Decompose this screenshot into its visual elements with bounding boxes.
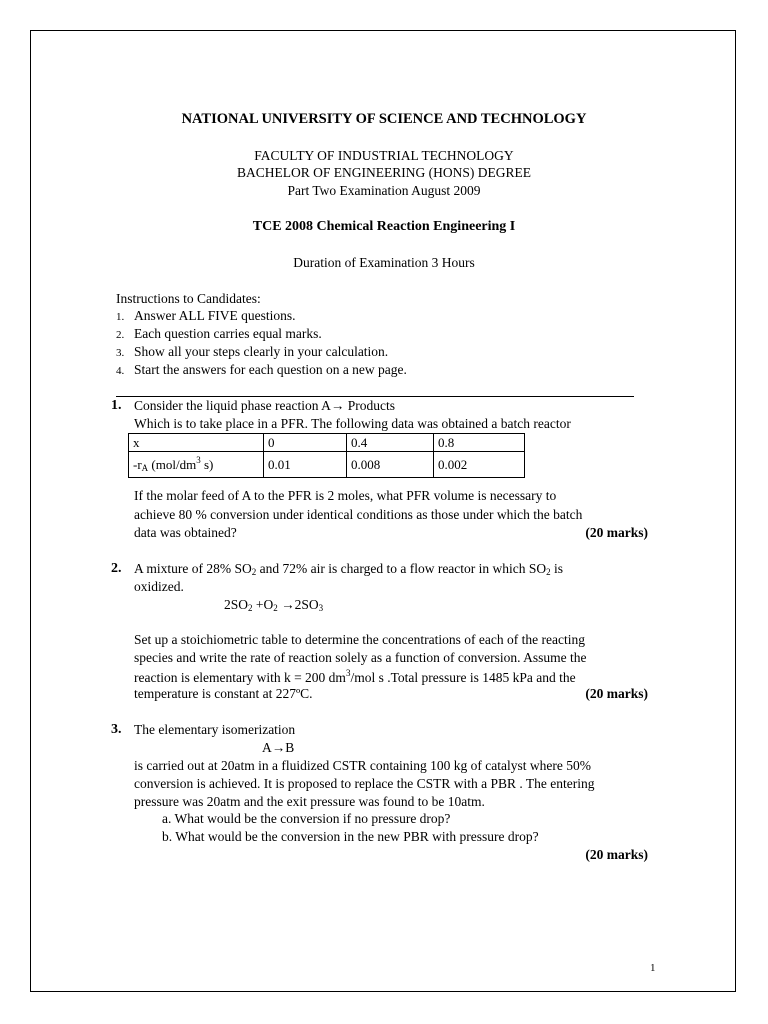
question-2-para-line: temperature is constant at 227ºC. (134, 686, 313, 701)
instruction-item (116, 326, 322, 342)
instructions-title: Instructions to Candidates: (116, 291, 261, 306)
instruction-text: Answer ALL FIVE questions. (134, 308, 296, 323)
university-title: NATIONAL UNIVERSITY OF SCIENCE AND TECHNOLOGY (181, 111, 587, 127)
table-row (129, 452, 525, 478)
table-cell: 0.8 (434, 434, 525, 452)
page-number: 1 (650, 962, 656, 974)
table-row (129, 434, 525, 452)
question-3-part-b: b. What would be the conversion in the new PBR with pressure drop? (162, 829, 539, 844)
isomerization-equation: A→B (262, 740, 295, 755)
question-2-para-line: Set up a stoichiometric table to determine the concentrations of each of the reacting (134, 632, 585, 647)
instruction-text: Start the answers for each question on a new page. (134, 362, 407, 377)
table-cell: 0.4 (347, 434, 434, 452)
question-2-number: 2. (111, 561, 122, 576)
table-cell: 0.002 (434, 452, 525, 478)
degree-line: BACHELOR OF ENGINEERING (HONS) DEGREE (237, 165, 531, 180)
faculty-line: FACULTY OF INDUSTRIAL TECHNOLOGY (254, 148, 514, 163)
table-cell: 0 (264, 434, 347, 452)
instruction-item (116, 344, 388, 360)
instruction-text: Each question carries equal marks. (134, 326, 322, 341)
exam-line: Part Two Examination August 2009 (287, 183, 481, 198)
reaction-equation: $2SO_2 +O_2 \to 2SO_3$ (224, 597, 324, 613)
question-1-para-line: If the molar feed of A to the PFR is 2 moles, what PFR volume is necessary to (134, 488, 557, 503)
instruction-number: 4. (116, 365, 125, 377)
question-1-line-1: Consider the liquid phase reaction A→ Products (134, 398, 395, 413)
question-1-para-line: data was obtained? (134, 525, 237, 540)
instruction-item (116, 308, 296, 324)
table-cell: 0.008 (347, 452, 434, 478)
question-2-line-1: A mixture of 28% $SO_2$ and 72% air is charged to a flow reactor in which $SO_2$ is (134, 561, 564, 577)
instruction-number: 1. (116, 311, 125, 323)
question-3-line-1: The elementary isomerization (134, 722, 296, 737)
instruction-number: 2. (116, 329, 125, 341)
section-divider (116, 396, 634, 397)
instruction-number: 3. (116, 347, 125, 359)
question-3-marks: (20 marks) (585, 847, 648, 862)
question-3-part-a: a. What would be the conversion if no pressure drop? (162, 811, 451, 826)
question-1-para-line: achieve 80 % conversion under identical conditions as those under which the batch (134, 507, 583, 522)
duration-line: Duration of Examination 3 Hours (293, 255, 475, 270)
question-3-number: 3. (111, 722, 122, 737)
question-2-marks: (20 marks) (585, 686, 648, 701)
table-cell: $-r_A$ ($mol/dm^3$ s) (129, 452, 264, 478)
question-3-para-line: pressure was 20atm and the exit pressure was found to be 10atm. (134, 794, 485, 809)
course-title: TCE 2008 Chemical Reaction Engineering I (252, 219, 516, 234)
question-3-para-line: conversion is achieved. It is proposed to replace the CSTR with a PBR . The entering (134, 776, 595, 791)
question-3-para-line: is carried out at 20atm in a fluidized CSTR containing 100 kg of catalyst where 50% (134, 758, 592, 773)
instruction-item (116, 362, 407, 378)
instruction-text: Show all your steps clearly in your calculation. (134, 344, 389, 359)
question-2-para-line: species and write the rate of reaction solely as a function of conversion. Assume the (134, 650, 587, 665)
question-2-para-line: reaction is elementary with k = 200 $dm^3$/mol s .Total pressure is 1485 kPa and the (134, 668, 576, 685)
question-2-line-2: oxidized. (134, 579, 184, 594)
question-1-marks: (20 marks) (585, 525, 648, 540)
question-1-number: 1. (111, 398, 122, 413)
batch-data-table (128, 433, 525, 478)
question-1-line-2: Which is to take place in a PFR. The following data was obtained a batch reactor (134, 416, 571, 431)
table-cell: 0.01 (264, 452, 347, 478)
table-cell: x (129, 434, 264, 452)
